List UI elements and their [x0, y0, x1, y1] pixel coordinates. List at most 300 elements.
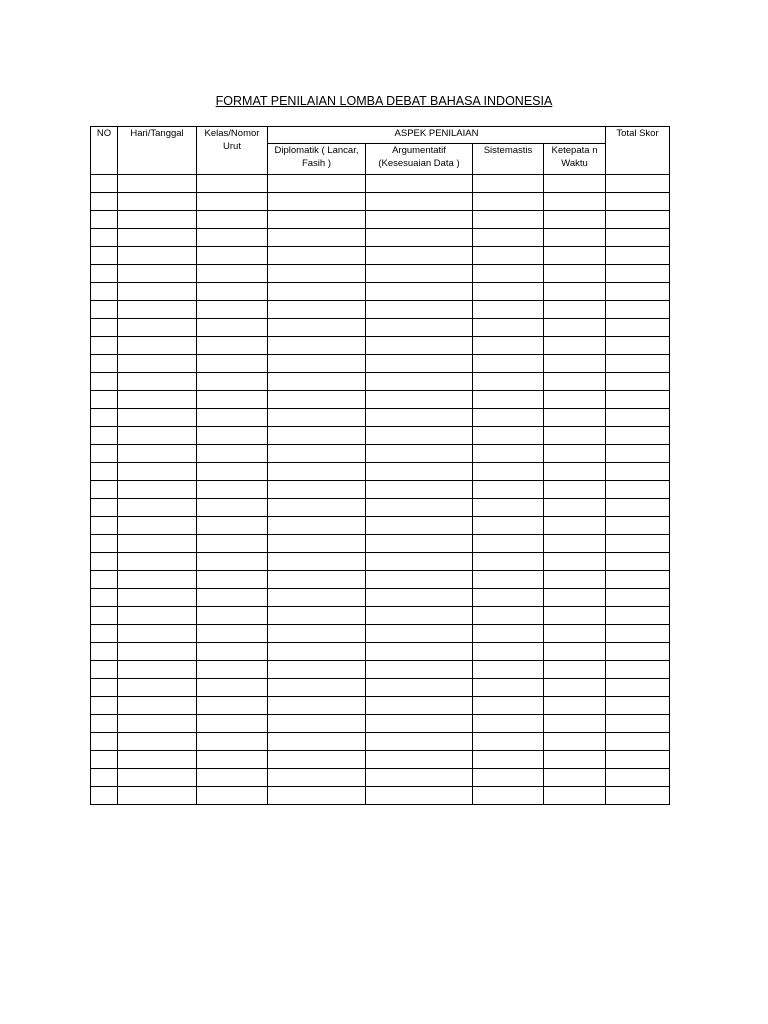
- cell-no: [91, 589, 118, 607]
- table-row: [91, 787, 670, 805]
- cell-total-skor: [606, 193, 670, 211]
- cell-hari-tanggal: [118, 643, 197, 661]
- cell-argumentatif: [366, 211, 473, 229]
- cell-total-skor: [606, 787, 670, 805]
- cell-ketepatan-waktu: [544, 571, 606, 589]
- cell-ketepatan-waktu: [544, 445, 606, 463]
- cell-hari-tanggal: [118, 337, 197, 355]
- cell-kelas-nomor-urut: [197, 733, 268, 751]
- cell-total-skor: [606, 355, 670, 373]
- cell-kelas-nomor-urut: [197, 715, 268, 733]
- cell-diplomatik: [268, 571, 366, 589]
- cell-total-skor: [606, 499, 670, 517]
- cell-kelas-nomor-urut: [197, 625, 268, 643]
- cell-diplomatik: [268, 283, 366, 301]
- cell-diplomatik: [268, 499, 366, 517]
- cell-argumentatif: [366, 715, 473, 733]
- cell-diplomatik: [268, 355, 366, 373]
- table-row: [91, 445, 670, 463]
- cell-total-skor: [606, 265, 670, 283]
- cell-kelas-nomor-urut: [197, 571, 268, 589]
- cell-argumentatif: [366, 193, 473, 211]
- cell-kelas-nomor-urut: [197, 391, 268, 409]
- cell-argumentatif: [366, 337, 473, 355]
- cell-ketepatan-waktu: [544, 283, 606, 301]
- cell-no: [91, 661, 118, 679]
- cell-diplomatik: [268, 625, 366, 643]
- cell-ketepatan-waktu: [544, 319, 606, 337]
- cell-kelas-nomor-urut: [197, 355, 268, 373]
- cell-no: [91, 319, 118, 337]
- cell-hari-tanggal: [118, 409, 197, 427]
- cell-kelas-nomor-urut: [197, 517, 268, 535]
- cell-total-skor: [606, 427, 670, 445]
- table-row: [91, 301, 670, 319]
- cell-hari-tanggal: [118, 733, 197, 751]
- cell-diplomatik: [268, 373, 366, 391]
- cell-diplomatik: [268, 229, 366, 247]
- cell-total-skor: [606, 517, 670, 535]
- table-row: [91, 481, 670, 499]
- cell-diplomatik: [268, 733, 366, 751]
- cell-hari-tanggal: [118, 679, 197, 697]
- table-row: [91, 697, 670, 715]
- cell-ketepatan-waktu: [544, 553, 606, 571]
- cell-ketepatan-waktu: [544, 265, 606, 283]
- table-row: [91, 211, 670, 229]
- cell-argumentatif: [366, 319, 473, 337]
- cell-total-skor: [606, 337, 670, 355]
- cell-kelas-nomor-urut: [197, 499, 268, 517]
- cell-argumentatif: [366, 679, 473, 697]
- document-title: FORMAT PENILAIAN LOMBA DEBAT BAHASA INDONESIA: [215, 94, 553, 108]
- cell-no: [91, 463, 118, 481]
- cell-no: [91, 391, 118, 409]
- cell-sistemastis: [473, 769, 544, 787]
- cell-diplomatik: [268, 715, 366, 733]
- table-row: [91, 373, 670, 391]
- cell-total-skor: [606, 409, 670, 427]
- cell-no: [91, 499, 118, 517]
- cell-diplomatik: [268, 661, 366, 679]
- cell-hari-tanggal: [118, 769, 197, 787]
- cell-argumentatif: [366, 517, 473, 535]
- cell-no: [91, 211, 118, 229]
- table-row: [91, 661, 670, 679]
- cell-total-skor: [606, 571, 670, 589]
- cell-diplomatik: [268, 643, 366, 661]
- cell-hari-tanggal: [118, 481, 197, 499]
- cell-ketepatan-waktu: [544, 787, 606, 805]
- header-ketepatan-waktu: Ketepata n Waktu: [544, 144, 606, 175]
- cell-kelas-nomor-urut: [197, 373, 268, 391]
- cell-total-skor: [606, 373, 670, 391]
- cell-hari-tanggal: [118, 463, 197, 481]
- cell-ketepatan-waktu: [544, 193, 606, 211]
- cell-total-skor: [606, 319, 670, 337]
- cell-hari-tanggal: [118, 211, 197, 229]
- cell-hari-tanggal: [118, 787, 197, 805]
- cell-no: [91, 751, 118, 769]
- cell-total-skor: [606, 643, 670, 661]
- cell-total-skor: [606, 283, 670, 301]
- table-row: [91, 283, 670, 301]
- cell-no: [91, 625, 118, 643]
- cell-ketepatan-waktu: [544, 355, 606, 373]
- cell-total-skor: [606, 769, 670, 787]
- cell-sistemastis: [473, 175, 544, 193]
- header-no: NO: [91, 127, 118, 175]
- cell-sistemastis: [473, 265, 544, 283]
- cell-kelas-nomor-urut: [197, 787, 268, 805]
- table-row: [91, 319, 670, 337]
- cell-total-skor: [606, 391, 670, 409]
- table-row: [91, 607, 670, 625]
- cell-sistemastis: [473, 535, 544, 553]
- cell-ketepatan-waktu: [544, 697, 606, 715]
- cell-ketepatan-waktu: [544, 589, 606, 607]
- cell-hari-tanggal: [118, 571, 197, 589]
- cell-total-skor: [606, 445, 670, 463]
- cell-hari-tanggal: [118, 697, 197, 715]
- cell-argumentatif: [366, 553, 473, 571]
- cell-sistemastis: [473, 661, 544, 679]
- cell-diplomatik: [268, 697, 366, 715]
- cell-no: [91, 607, 118, 625]
- header-kelas-nomor-urut: Kelas/Nomor Urut: [197, 127, 268, 175]
- cell-hari-tanggal: [118, 751, 197, 769]
- cell-hari-tanggal: [118, 589, 197, 607]
- cell-total-skor: [606, 715, 670, 733]
- cell-total-skor: [606, 697, 670, 715]
- cell-ketepatan-waktu: [544, 427, 606, 445]
- cell-kelas-nomor-urut: [197, 409, 268, 427]
- cell-no: [91, 733, 118, 751]
- cell-hari-tanggal: [118, 247, 197, 265]
- cell-argumentatif: [366, 355, 473, 373]
- cell-diplomatik: [268, 607, 366, 625]
- cell-no: [91, 247, 118, 265]
- table-row: [91, 355, 670, 373]
- cell-diplomatik: [268, 769, 366, 787]
- cell-kelas-nomor-urut: [197, 247, 268, 265]
- cell-hari-tanggal: [118, 391, 197, 409]
- cell-no: [91, 445, 118, 463]
- cell-no: [91, 193, 118, 211]
- cell-no: [91, 301, 118, 319]
- cell-ketepatan-waktu: [544, 301, 606, 319]
- table-row: [91, 553, 670, 571]
- cell-no: [91, 283, 118, 301]
- cell-ketepatan-waktu: [544, 481, 606, 499]
- cell-argumentatif: [366, 697, 473, 715]
- cell-diplomatik: [268, 679, 366, 697]
- cell-argumentatif: [366, 571, 473, 589]
- cell-kelas-nomor-urut: [197, 661, 268, 679]
- cell-diplomatik: [268, 301, 366, 319]
- cell-no: [91, 517, 118, 535]
- table-row: [91, 733, 670, 751]
- cell-total-skor: [606, 211, 670, 229]
- cell-ketepatan-waktu: [544, 517, 606, 535]
- header-aspek-penilaian: ASPEK PENILAIAN: [268, 127, 606, 144]
- cell-total-skor: [606, 751, 670, 769]
- cell-hari-tanggal: [118, 607, 197, 625]
- cell-no: [91, 337, 118, 355]
- cell-argumentatif: [366, 445, 473, 463]
- table-row: [91, 589, 670, 607]
- cell-argumentatif: [366, 463, 473, 481]
- cell-sistemastis: [473, 373, 544, 391]
- cell-ketepatan-waktu: [544, 373, 606, 391]
- cell-diplomatik: [268, 787, 366, 805]
- cell-sistemastis: [473, 517, 544, 535]
- cell-hari-tanggal: [118, 553, 197, 571]
- cell-hari-tanggal: [118, 427, 197, 445]
- cell-ketepatan-waktu: [544, 661, 606, 679]
- cell-hari-tanggal: [118, 301, 197, 319]
- cell-ketepatan-waktu: [544, 175, 606, 193]
- cell-ketepatan-waktu: [544, 715, 606, 733]
- cell-sistemastis: [473, 481, 544, 499]
- cell-total-skor: [606, 301, 670, 319]
- cell-ketepatan-waktu: [544, 463, 606, 481]
- cell-kelas-nomor-urut: [197, 751, 268, 769]
- cell-diplomatik: [268, 337, 366, 355]
- cell-sistemastis: [473, 499, 544, 517]
- table-row: [91, 427, 670, 445]
- cell-no: [91, 715, 118, 733]
- cell-argumentatif: [366, 499, 473, 517]
- cell-kelas-nomor-urut: [197, 679, 268, 697]
- cell-diplomatik: [268, 175, 366, 193]
- cell-kelas-nomor-urut: [197, 229, 268, 247]
- header-diplomatik: Diplomatik ( Lancar, Fasih ): [268, 144, 366, 175]
- header-row-top: [91, 127, 670, 144]
- cell-argumentatif: [366, 301, 473, 319]
- cell-diplomatik: [268, 319, 366, 337]
- cell-argumentatif: [366, 751, 473, 769]
- cell-hari-tanggal: [118, 229, 197, 247]
- cell-ketepatan-waktu: [544, 643, 606, 661]
- cell-diplomatik: [268, 247, 366, 265]
- cell-total-skor: [606, 661, 670, 679]
- cell-kelas-nomor-urut: [197, 589, 268, 607]
- cell-sistemastis: [473, 751, 544, 769]
- cell-argumentatif: [366, 643, 473, 661]
- cell-diplomatik: [268, 751, 366, 769]
- table-row: [91, 499, 670, 517]
- cell-diplomatik: [268, 211, 366, 229]
- cell-total-skor: [606, 481, 670, 499]
- cell-sistemastis: [473, 787, 544, 805]
- table-row: [91, 571, 670, 589]
- cell-hari-tanggal: [118, 355, 197, 373]
- cell-argumentatif: [366, 589, 473, 607]
- cell-diplomatik: [268, 589, 366, 607]
- cell-diplomatik: [268, 427, 366, 445]
- cell-no: [91, 643, 118, 661]
- cell-no: [91, 535, 118, 553]
- cell-ketepatan-waktu: [544, 733, 606, 751]
- cell-sistemastis: [473, 571, 544, 589]
- cell-sistemastis: [473, 193, 544, 211]
- cell-no: [91, 373, 118, 391]
- cell-total-skor: [606, 625, 670, 643]
- table-row: [91, 751, 670, 769]
- cell-sistemastis: [473, 679, 544, 697]
- table-row: [91, 679, 670, 697]
- cell-kelas-nomor-urut: [197, 193, 268, 211]
- cell-kelas-nomor-urut: [197, 319, 268, 337]
- cell-ketepatan-waktu: [544, 625, 606, 643]
- cell-argumentatif: [366, 625, 473, 643]
- cell-hari-tanggal: [118, 265, 197, 283]
- table-row: [91, 229, 670, 247]
- cell-argumentatif: [366, 283, 473, 301]
- cell-kelas-nomor-urut: [197, 697, 268, 715]
- cell-no: [91, 355, 118, 373]
- cell-sistemastis: [473, 391, 544, 409]
- cell-ketepatan-waktu: [544, 247, 606, 265]
- cell-kelas-nomor-urut: [197, 535, 268, 553]
- cell-hari-tanggal: [118, 661, 197, 679]
- cell-no: [91, 697, 118, 715]
- cell-kelas-nomor-urut: [197, 607, 268, 625]
- cell-no: [91, 787, 118, 805]
- cell-hari-tanggal: [118, 625, 197, 643]
- cell-ketepatan-waktu: [544, 391, 606, 409]
- cell-ketepatan-waktu: [544, 679, 606, 697]
- cell-kelas-nomor-urut: [197, 283, 268, 301]
- cell-argumentatif: [366, 265, 473, 283]
- cell-no: [91, 175, 118, 193]
- cell-diplomatik: [268, 193, 366, 211]
- cell-no: [91, 769, 118, 787]
- cell-sistemastis: [473, 715, 544, 733]
- cell-sistemastis: [473, 733, 544, 751]
- cell-ketepatan-waktu: [544, 409, 606, 427]
- cell-total-skor: [606, 463, 670, 481]
- cell-kelas-nomor-urut: [197, 265, 268, 283]
- cell-sistemastis: [473, 463, 544, 481]
- cell-sistemastis: [473, 301, 544, 319]
- cell-no: [91, 409, 118, 427]
- table-row: [91, 175, 670, 193]
- cell-kelas-nomor-urut: [197, 175, 268, 193]
- cell-sistemastis: [473, 553, 544, 571]
- cell-sistemastis: [473, 247, 544, 265]
- cell-argumentatif: [366, 481, 473, 499]
- cell-no: [91, 427, 118, 445]
- cell-ketepatan-waktu: [544, 229, 606, 247]
- cell-total-skor: [606, 535, 670, 553]
- cell-kelas-nomor-urut: [197, 553, 268, 571]
- cell-kelas-nomor-urut: [197, 211, 268, 229]
- table-row: [91, 193, 670, 211]
- cell-argumentatif: [366, 175, 473, 193]
- cell-argumentatif: [366, 373, 473, 391]
- table-row: [91, 625, 670, 643]
- table-row: [91, 463, 670, 481]
- cell-total-skor: [606, 679, 670, 697]
- cell-sistemastis: [473, 319, 544, 337]
- cell-argumentatif: [366, 535, 473, 553]
- cell-argumentatif: [366, 733, 473, 751]
- cell-hari-tanggal: [118, 319, 197, 337]
- cell-argumentatif: [366, 607, 473, 625]
- table-row: [91, 409, 670, 427]
- cell-total-skor: [606, 247, 670, 265]
- cell-argumentatif: [366, 427, 473, 445]
- header-hari-tanggal: Hari/Tanggal: [118, 127, 197, 175]
- table-row: [91, 517, 670, 535]
- cell-ketepatan-waktu: [544, 607, 606, 625]
- cell-ketepatan-waktu: [544, 337, 606, 355]
- cell-diplomatik: [268, 445, 366, 463]
- cell-kelas-nomor-urut: [197, 445, 268, 463]
- cell-kelas-nomor-urut: [197, 643, 268, 661]
- cell-sistemastis: [473, 589, 544, 607]
- cell-total-skor: [606, 733, 670, 751]
- cell-hari-tanggal: [118, 175, 197, 193]
- header-sistemastis: Sistemastis: [473, 144, 544, 175]
- cell-diplomatik: [268, 553, 366, 571]
- cell-no: [91, 265, 118, 283]
- cell-hari-tanggal: [118, 193, 197, 211]
- table-row: [91, 769, 670, 787]
- cell-hari-tanggal: [118, 517, 197, 535]
- table-row: [91, 643, 670, 661]
- cell-sistemastis: [473, 445, 544, 463]
- cell-sistemastis: [473, 427, 544, 445]
- cell-sistemastis: [473, 211, 544, 229]
- cell-no: [91, 229, 118, 247]
- cell-diplomatik: [268, 535, 366, 553]
- cell-ketepatan-waktu: [544, 499, 606, 517]
- table-row: [91, 715, 670, 733]
- cell-total-skor: [606, 229, 670, 247]
- cell-total-skor: [606, 553, 670, 571]
- table-row: [91, 535, 670, 553]
- cell-ketepatan-waktu: [544, 535, 606, 553]
- table-row: [91, 247, 670, 265]
- cell-ketepatan-waktu: [544, 769, 606, 787]
- assessment-table: [90, 126, 670, 805]
- cell-sistemastis: [473, 229, 544, 247]
- cell-total-skor: [606, 607, 670, 625]
- cell-hari-tanggal: [118, 445, 197, 463]
- cell-argumentatif: [366, 769, 473, 787]
- cell-kelas-nomor-urut: [197, 481, 268, 499]
- cell-argumentatif: [366, 391, 473, 409]
- cell-kelas-nomor-urut: [197, 769, 268, 787]
- cell-hari-tanggal: [118, 373, 197, 391]
- cell-sistemastis: [473, 625, 544, 643]
- cell-diplomatik: [268, 265, 366, 283]
- cell-kelas-nomor-urut: [197, 463, 268, 481]
- cell-no: [91, 571, 118, 589]
- cell-hari-tanggal: [118, 499, 197, 517]
- cell-total-skor: [606, 175, 670, 193]
- cell-hari-tanggal: [118, 283, 197, 301]
- cell-no: [91, 553, 118, 571]
- cell-sistemastis: [473, 409, 544, 427]
- header-argumentatif: Argumentatif (Kesesuaian Data ): [366, 144, 473, 175]
- cell-sistemastis: [473, 643, 544, 661]
- cell-diplomatik: [268, 517, 366, 535]
- table-row: [91, 265, 670, 283]
